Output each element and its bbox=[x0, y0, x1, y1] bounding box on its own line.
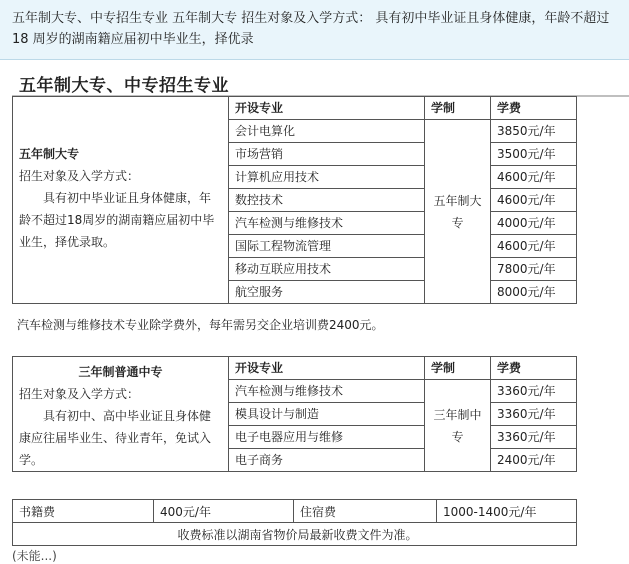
three-year-table bbox=[12, 356, 577, 472]
fee-cell: 3500元/年 bbox=[491, 143, 577, 166]
major-cell: 国际工程物流管理 bbox=[229, 235, 425, 258]
intro-text: 五年制大专、中专招生专业 五年制大专 招生对象及入学方式： 具有初中毕业证且身体健康，年龄不超过18 周岁的湖南籍应届初中毕业生，择优录 bbox=[12, 11, 610, 47]
header-system: 学制 bbox=[425, 97, 491, 120]
book-fee-value: 400元/年 bbox=[154, 500, 294, 523]
table-row bbox=[13, 500, 577, 523]
fees-footnote: 收费标准以湖南省物价局最新收费文件为准。 bbox=[13, 523, 577, 546]
major-cell: 汽车检测与维修技术 bbox=[229, 380, 425, 403]
fee-cell: 3360元/年 bbox=[491, 380, 577, 403]
header-system: 学制 bbox=[425, 357, 491, 380]
major-cell: 电子电器应用与维修 bbox=[229, 426, 425, 449]
system-cell bbox=[425, 120, 491, 304]
major-cell: 模具设计与制造 bbox=[229, 403, 425, 426]
major-cell: 电子商务 bbox=[229, 449, 425, 472]
dorm-fee-value: 1000-1400元/年 bbox=[437, 500, 577, 523]
five-year-table bbox=[12, 96, 577, 304]
block-title: 三年制普通中专 bbox=[78, 365, 163, 379]
system-cell bbox=[425, 380, 491, 472]
intro-banner bbox=[0, 0, 629, 60]
fee-cell: 4000元/年 bbox=[491, 212, 577, 235]
major-cell: 航空服务 bbox=[229, 281, 425, 304]
system-text: 三年制中专 bbox=[433, 407, 482, 444]
fee-cell: 3360元/年 bbox=[491, 426, 577, 449]
fee-cell: 3850元/年 bbox=[491, 120, 577, 143]
header-fee: 学费 bbox=[491, 357, 577, 380]
book-fee-label: 书籍费 bbox=[13, 500, 154, 523]
method-text: 具有初中毕业证且身体健康，年龄不超过18周岁的湖南籍应届初中毕业生，择优录取。 bbox=[19, 191, 215, 249]
system-text: 五年制大专 bbox=[433, 193, 482, 230]
fee-cell: 4600元/年 bbox=[491, 189, 577, 212]
major-cell: 移动互联应用技术 bbox=[229, 258, 425, 281]
major-cell: 会计电算化 bbox=[229, 120, 425, 143]
three-year-info-cell bbox=[13, 357, 229, 472]
page-title: 五年制大专、中专招生专业 bbox=[19, 76, 229, 96]
table-row bbox=[13, 523, 577, 546]
method-label: 招生对象及入学方式： bbox=[19, 387, 140, 401]
block-title: 五年制大专 bbox=[19, 147, 80, 161]
major-cell: 汽车检测与维修技术 bbox=[229, 212, 425, 235]
major-cell: 计算机应用技术 bbox=[229, 166, 425, 189]
fee-cell: 7800元/年 bbox=[491, 258, 577, 281]
fees-table bbox=[12, 499, 577, 546]
fee-cell: 3360元/年 bbox=[491, 403, 577, 426]
fee-cell: 2400元/年 bbox=[491, 449, 577, 472]
header-major: 开设专业 bbox=[229, 357, 425, 380]
major-cell: 数控技术 bbox=[229, 189, 425, 212]
dorm-fee-label: 住宿费 bbox=[294, 500, 437, 523]
fee-cell: 8000元/年 bbox=[491, 281, 577, 304]
method-text: 具有初中、高中毕业证且身体健康应往届毕业生、待业青年，免试入学。 bbox=[19, 409, 212, 467]
table-header-row bbox=[13, 357, 577, 380]
table-header-row bbox=[13, 97, 577, 120]
header-fee: 学费 bbox=[491, 97, 577, 120]
header-major: 开设专业 bbox=[229, 97, 425, 120]
fee-cell: 4600元/年 bbox=[491, 235, 577, 258]
method-label: 招生对象及入学方式： bbox=[19, 169, 140, 183]
five-year-info-cell bbox=[13, 97, 229, 304]
major-cell: 市场营销 bbox=[229, 143, 425, 166]
fee-cell: 4600元/年 bbox=[491, 166, 577, 189]
cut-off-text: (未能...) bbox=[12, 549, 57, 563]
five-year-note: 汽车检测与维修技术专业除学费外，每年需另交企业培训费2400元。 bbox=[17, 318, 384, 332]
